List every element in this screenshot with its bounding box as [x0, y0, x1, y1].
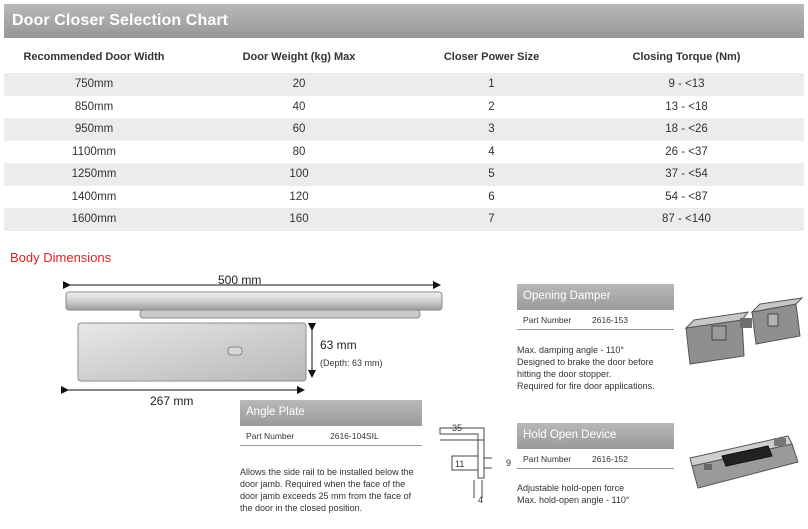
depth-label: (Depth: 63 mm) — [320, 358, 383, 368]
angle-plate-part-number: 2616-104SIL — [330, 431, 379, 441]
angle-plate-part-row — [240, 427, 422, 446]
closer-badge — [228, 347, 242, 355]
table-row — [4, 118, 804, 141]
hold-open-part-label: Part Number — [523, 454, 572, 464]
col-power-size: Closer Power Size — [443, 50, 540, 63]
closing-torque-cell: 37 - <54 — [569, 163, 804, 186]
power-size-cell: 3 — [414, 118, 569, 141]
power-size-cell: 6 — [488, 190, 495, 203]
table-row — [4, 141, 804, 164]
hold-open-title: Hold Open Device — [523, 429, 617, 441]
dim-9: 9 — [506, 458, 512, 468]
opening-damper-header — [517, 284, 674, 310]
door-width-cell: 950mm — [4, 118, 184, 141]
opening-damper-line1: Max. damping angle - 110° — [517, 345, 624, 355]
body-dimensions-title: Body Dimensions — [10, 250, 112, 265]
door-closer-drawing — [0, 265, 460, 415]
opening-damper-line3: Required for fire door applications. — [517, 381, 655, 391]
door-width-cell: 1250mm — [4, 163, 184, 186]
body-width-label: 267 mm — [150, 394, 194, 408]
dim-35: 35 — [452, 423, 463, 433]
angle-plate-part-label: Part Number — [246, 431, 295, 441]
table-header-row — [4, 40, 804, 73]
table-row — [4, 163, 804, 186]
opening-damper-part-row — [517, 311, 674, 330]
col-closing-torque: Closing Torque (Nm) — [632, 50, 741, 63]
opening-damper-part-label: Part Number — [523, 315, 572, 325]
hold-open-part-row — [517, 450, 674, 469]
hold-open-line1: Adjustable hold-open force — [517, 483, 625, 493]
arm — [140, 310, 420, 318]
door-weight-cell: 40 — [292, 100, 306, 113]
col-door-weight: Door Weight (kg) Max — [242, 50, 356, 63]
door-width-cell: 1400mm — [71, 190, 117, 203]
door-width-cell: 850mm — [74, 100, 114, 113]
power-size-cell: 5 — [414, 163, 569, 186]
closer-body — [78, 323, 306, 381]
door-weight-cell: 80 — [292, 145, 306, 158]
door-weight-cell: 160 — [184, 208, 414, 231]
hold-open-part-number: 2616-152 — [592, 454, 628, 464]
closing-torque-cell: 26 - <37 — [665, 145, 708, 158]
closing-torque-cell: 18 - <26 — [569, 118, 804, 141]
closing-torque-cell: 54 - <87 — [665, 190, 708, 203]
opening-damper-image — [682, 290, 804, 370]
closing-torque-cell: 9 - <13 — [569, 73, 804, 96]
power-size-cell: 2 — [488, 100, 495, 113]
chart-title: Door Closer Selection Chart — [12, 12, 229, 29]
door-weight-cell: 60 — [184, 118, 414, 141]
col-door-width: Recommended Door Width — [23, 50, 165, 63]
opening-damper-line2: Designed to brake the door before hitting the door stopper. — [517, 357, 654, 379]
power-size-cell: 7 — [414, 208, 569, 231]
door-weight-cell: 20 — [184, 73, 414, 96]
angle-plate-drawing — [436, 418, 516, 508]
power-size-cell: 4 — [488, 145, 495, 158]
table-row — [4, 186, 804, 209]
angle-plate-header — [240, 400, 422, 426]
door-weight-cell: 100 — [184, 163, 414, 186]
selection-table — [4, 40, 804, 231]
power-size-cell: 1 — [414, 73, 569, 96]
angle-plate-description: Allows the side rail to be installed below the door jamb. Required when the face of the door jamb exceeds 25 mm from the face of the door in the closed position. — [240, 467, 414, 513]
door-weight-cell: 120 — [289, 190, 309, 203]
opening-damper-title: Opening Damper — [523, 290, 611, 302]
door-width-cell: 750mm — [4, 73, 184, 96]
hold-open-image — [688, 426, 804, 496]
opening-damper-part-number: 2616-153 — [592, 315, 628, 325]
angle-plate-title: Angle Plate — [246, 406, 305, 418]
door-width-cell: 1600mm — [4, 208, 184, 231]
table-row — [4, 96, 804, 119]
hold-open-line2: Max. hold-open angle - 110° — [517, 495, 630, 505]
width-label: 500 mm — [218, 273, 262, 287]
dim-4: 4 — [478, 495, 484, 505]
table-row — [4, 208, 804, 231]
slide-rail — [66, 292, 442, 310]
dim-11: 11 — [455, 459, 465, 469]
closing-torque-cell: 87 - <140 — [569, 208, 804, 231]
closing-torque-cell: 13 - <18 — [665, 100, 708, 113]
table-row — [4, 73, 804, 96]
door-width-cell: 1100mm — [72, 145, 116, 158]
chart-header — [4, 4, 804, 38]
hold-open-header — [517, 423, 674, 449]
height-label: 63 mm — [320, 338, 357, 352]
